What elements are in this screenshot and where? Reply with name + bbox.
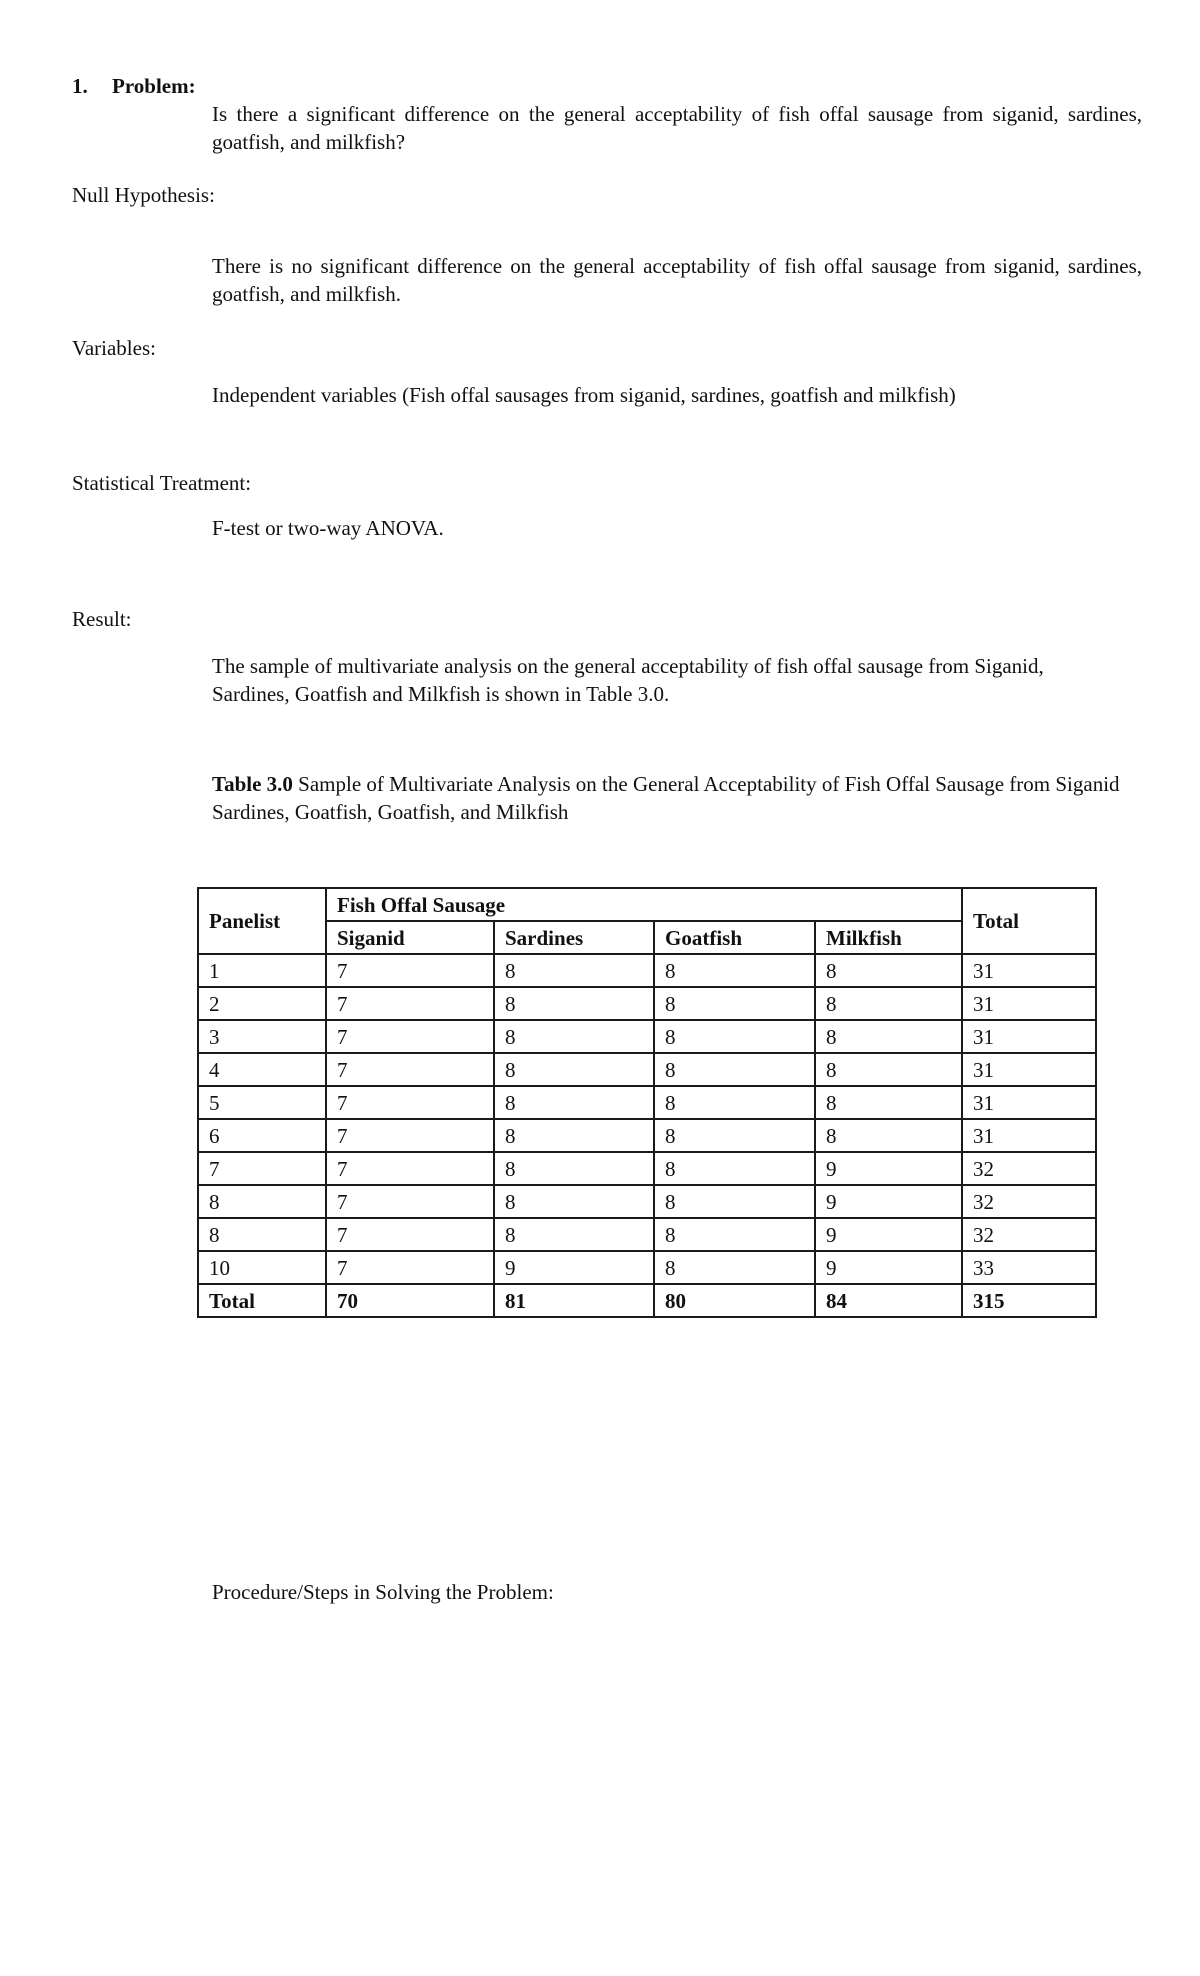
table-row xyxy=(198,1053,1096,1086)
table-cell: 8 xyxy=(654,954,815,987)
table-cell: 7 xyxy=(326,987,494,1020)
problem-number: 1. xyxy=(72,74,88,98)
table-cell: 4 xyxy=(198,1053,326,1086)
table-cell: 6 xyxy=(198,1119,326,1152)
problem-label: Problem: xyxy=(112,74,196,98)
total-row-cell: Total xyxy=(198,1284,326,1317)
column-header: Siganid xyxy=(326,921,494,954)
total-row-cell: 81 xyxy=(494,1284,654,1317)
table-cell: 7 xyxy=(326,1119,494,1152)
table-cell: 2 xyxy=(198,987,326,1020)
statistical-treatment-text: F-test or two-way ANOVA. xyxy=(212,516,444,540)
table-cell: 9 xyxy=(815,1251,962,1284)
table-row xyxy=(198,1119,1096,1152)
table-cell: 8 xyxy=(198,1185,326,1218)
table-cell: 9 xyxy=(815,1218,962,1251)
table-body xyxy=(198,954,1096,1284)
table-cell: 8 xyxy=(494,1020,654,1053)
total-row-cell: 70 xyxy=(326,1284,494,1317)
total-row-cell: 315 xyxy=(962,1284,1096,1317)
procedure-label: Procedure/Steps in Solving the Problem: xyxy=(212,1580,554,1604)
total-header: Total xyxy=(962,888,1096,954)
table-cell: 7 xyxy=(326,1218,494,1251)
table-cell: 7 xyxy=(326,954,494,987)
table-cell: 32 xyxy=(962,1152,1096,1185)
table-cell: 8 xyxy=(198,1218,326,1251)
table-cell: 31 xyxy=(962,1020,1096,1053)
table-cell: 8 xyxy=(815,1053,962,1086)
table-cell: 8 xyxy=(494,1185,654,1218)
table-row xyxy=(198,1185,1096,1218)
table-cell: 32 xyxy=(962,1185,1096,1218)
table-cell: 32 xyxy=(962,1218,1096,1251)
variables-label: Variables: xyxy=(72,336,156,360)
group-header: Fish Offal Sausage xyxy=(326,888,962,921)
table-cell: 7 xyxy=(326,1053,494,1086)
table-cell: 33 xyxy=(962,1251,1096,1284)
column-header: Goatfish xyxy=(654,921,815,954)
table-cell: 8 xyxy=(654,1152,815,1185)
total-row-cell: 80 xyxy=(654,1284,815,1317)
table-row xyxy=(198,1086,1096,1119)
table-cell: 9 xyxy=(815,1152,962,1185)
table-row xyxy=(198,1152,1096,1185)
table-cell: 8 xyxy=(654,1218,815,1251)
table-cell: 8 xyxy=(815,954,962,987)
table-row xyxy=(198,1020,1096,1053)
table-cell: 8 xyxy=(494,1152,654,1185)
result-text: The sample of multivariate analysis on the general acceptability of fish offal sausage from Siganid, Sardines, Goatfish and Milkfish is shown in Table 3.0. xyxy=(212,654,1044,706)
table-cell: 31 xyxy=(962,1119,1096,1152)
table-cell: 8 xyxy=(654,1251,815,1284)
variables-text: Independent variables (Fish offal sausages from siganid, sardines, goatfish and milkfish) xyxy=(212,383,956,407)
table-total-row xyxy=(198,1284,1096,1317)
table-cell: 8 xyxy=(654,1185,815,1218)
table-cell: 3 xyxy=(198,1020,326,1053)
table-cell: 7 xyxy=(326,1251,494,1284)
table-cell: 8 xyxy=(654,1086,815,1119)
panelist-header: Panelist xyxy=(198,888,326,954)
table-cell: 7 xyxy=(326,1086,494,1119)
table-cell: 7 xyxy=(326,1020,494,1053)
table-cell: 1 xyxy=(198,954,326,987)
column-header: Milkfish xyxy=(815,921,962,954)
problem-text: Is there a significant difference on the general acceptability of fish offal sausage from siganid, sardines, goatfish, and milkfish? xyxy=(212,102,1142,154)
table-cell: 8 xyxy=(494,1053,654,1086)
table-cell: 8 xyxy=(654,1020,815,1053)
table-cell: 7 xyxy=(326,1185,494,1218)
table-cell: 8 xyxy=(494,1119,654,1152)
table-cell: 5 xyxy=(198,1086,326,1119)
table-cell: 8 xyxy=(654,1053,815,1086)
table-cell: 8 xyxy=(815,1086,962,1119)
table-row xyxy=(198,954,1096,987)
table-cell: 9 xyxy=(815,1185,962,1218)
total-row-cell: 84 xyxy=(815,1284,962,1317)
table-cell: 8 xyxy=(815,1119,962,1152)
table-cell: 7 xyxy=(198,1152,326,1185)
table-cell: 7 xyxy=(326,1152,494,1185)
null-hypothesis-text: There is no significant difference on the general acceptability of fish offal sausage from siganid, sardines, goatfish, and milkfish. xyxy=(212,254,1142,306)
table-header-row xyxy=(198,888,1096,921)
table-cell: 31 xyxy=(962,1053,1096,1086)
table-cell: 8 xyxy=(494,954,654,987)
null-hypothesis-label: Null Hypothesis: xyxy=(72,183,215,207)
result-label: Result: xyxy=(72,607,132,631)
table-cell: 8 xyxy=(815,1020,962,1053)
table-caption-text: Sample of Multivariate Analysis on the General Acceptability of Fish Offal Sausage from Siganid Sardines, Goatfish, Goatfish, and Milkfish xyxy=(212,772,1120,824)
table-cell: 8 xyxy=(494,1218,654,1251)
table-row xyxy=(198,987,1096,1020)
table-caption xyxy=(212,770,1132,826)
column-header: Sardines xyxy=(494,921,654,954)
statistical-treatment-label: Statistical Treatment: xyxy=(72,471,252,495)
table-cell: 8 xyxy=(654,1119,815,1152)
table-row xyxy=(198,1218,1096,1251)
table-caption-label: Table 3.0 xyxy=(212,772,293,796)
table-cell: 31 xyxy=(962,987,1096,1020)
table-subheader-row xyxy=(198,921,1096,954)
table-cell: 8 xyxy=(815,987,962,1020)
table-cell: 9 xyxy=(494,1251,654,1284)
table-cell: 10 xyxy=(198,1251,326,1284)
table-cell: 8 xyxy=(494,1086,654,1119)
acceptability-table xyxy=(197,887,1097,1318)
table-cell: 8 xyxy=(494,987,654,1020)
table-row xyxy=(198,1251,1096,1284)
table-cell: 8 xyxy=(654,987,815,1020)
table-cell: 31 xyxy=(962,954,1096,987)
table-cell: 31 xyxy=(962,1086,1096,1119)
